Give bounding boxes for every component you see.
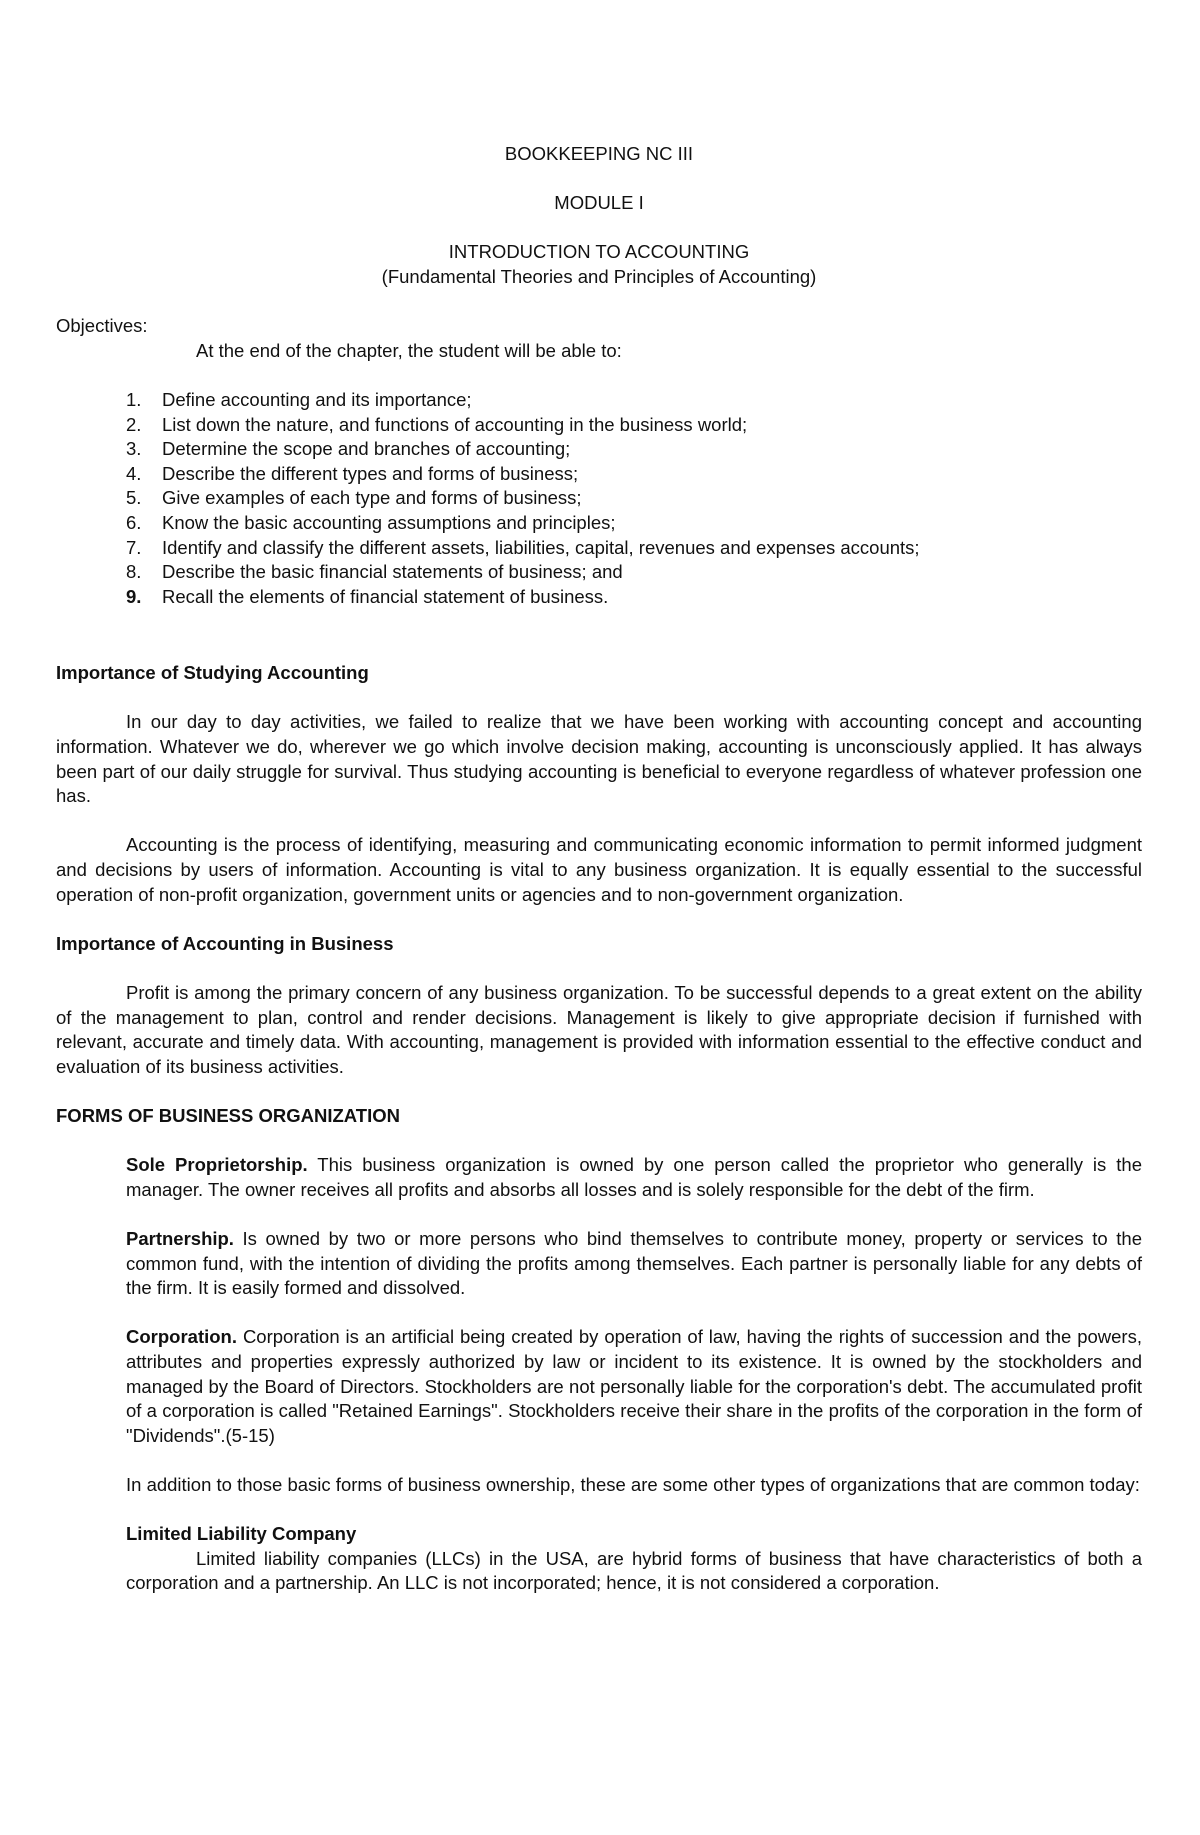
- objectives-intro: At the end of the chapter, the student will be able to:: [196, 339, 622, 361]
- chapter-title: INTRODUCTION TO ACCOUNTING: [448, 241, 750, 263]
- chapter-subtitle: (Fundamental Theories and Principles of Accounting): [381, 265, 817, 287]
- section-heading: Importance of Studying Accounting: [56, 662, 369, 684]
- list-item: 9. Recall the elements of financial statement of business.: [126, 585, 609, 607]
- list-item: 3. Determine the scope and branches of accounting;: [126, 438, 571, 460]
- paragraph: Profit is among the primary concern of any business organization. To be successful depends to a great extent on the ability of the management to plan, control and render decisions. Management is likely to give appropriate decision if furnished with relevant, accurate and timely data. With accounting, management is provided with information essential to the effective conduct and evaluation of its business activities.: [56, 982, 1142, 1077]
- document-page: [56, 142, 1142, 1596]
- paragraph: In our day to day activities, we failed to realize that we have been working with accounting concept and accounting information. Whatever we do, wherever we go which involve decision making, accounting is unconsciously applied. It has always been part of our daily struggle for survival. Thus studying accounting is beneficial to everyone regardless of whatever profession one has.: [56, 711, 1142, 807]
- list-item: 8. Describe the basic financial statements of business; and: [126, 561, 623, 583]
- objectives-list: [56, 388, 1142, 609]
- list-item: 5. Give examples of each type and forms of business;: [126, 487, 582, 509]
- partnership-paragraph: Partnership. Is owned by two or more persons who bind themselves to contribute money, property or services to the common fund, with the intention of dividing the profits among themselves. Each partner is personally liable for any debts of the firm. It is easily formed and dissolved.: [126, 1227, 1142, 1299]
- term-label: Corporation.: [126, 1326, 237, 1348]
- term-label: Sole Proprietorship.: [126, 1154, 308, 1176]
- paragraph: Accounting is the process of identifying, measuring and communicating economic information to permit informed judgment and decisions by users of information. Accounting is vital to any business organization. It is equally essential to the successful operation of non-profit organization, government units or agencies and to non-government organization.: [56, 834, 1142, 905]
- list-item: 1. Define accounting and its importance;: [126, 388, 472, 410]
- paragraph: In addition to those basic forms of business ownership, these are some other types of organizations that are common today:: [126, 1473, 1140, 1495]
- list-item: 6. Know the basic accounting assumptions and principles;: [126, 511, 616, 533]
- module-label: MODULE I: [554, 192, 644, 214]
- section-heading: FORMS OF BUSINESS ORGANIZATION: [56, 1104, 400, 1126]
- paragraph: Limited liability companies (LLCs) in the USA, are hybrid forms of business that have characteristics of both a corporation and a partnership. An LLC is not incorporated; hence, it is not considered a corporation.: [126, 1547, 1142, 1594]
- corporation-paragraph: Corporation. Corporation is an artificial being created by operation of law, having the rights of succession and the powers, attributes and properties expressly authorized by law or incident to its existence. It is owned by the stockholders and managed by the Board of Directors. Stockholders are not personally liable for the corporation's debt. The accumulated profit of a corporation is called "Retained Earnings". Stockholders receive their share in the profits of the corporation in the form of "Dividends".(5-15): [126, 1326, 1142, 1446]
- term-label: Partnership.: [126, 1227, 234, 1249]
- section-heading: Importance of Accounting in Business: [56, 932, 394, 954]
- subsection-heading: Limited Liability Company: [126, 1523, 357, 1545]
- list-item: 7. Identify and classify the different assets, liabilities, capital, revenues and expenses accounts;: [126, 536, 920, 558]
- list-item: 2. List down the nature, and functions of accounting in the business world;: [126, 413, 748, 435]
- list-item: 4. Describe the different types and forms of business;: [126, 462, 579, 484]
- doc-title: BOOKKEEPING NC III: [504, 143, 694, 164]
- objectives-label: Objectives:: [56, 315, 148, 337]
- sole-proprietorship-paragraph: Sole Proprietorship. This business organization is owned by one person called the proprietor who generally is the manager. The owner receives all profits and absorbs all losses and is solely responsible for the debt of the firm.: [126, 1154, 1142, 1200]
